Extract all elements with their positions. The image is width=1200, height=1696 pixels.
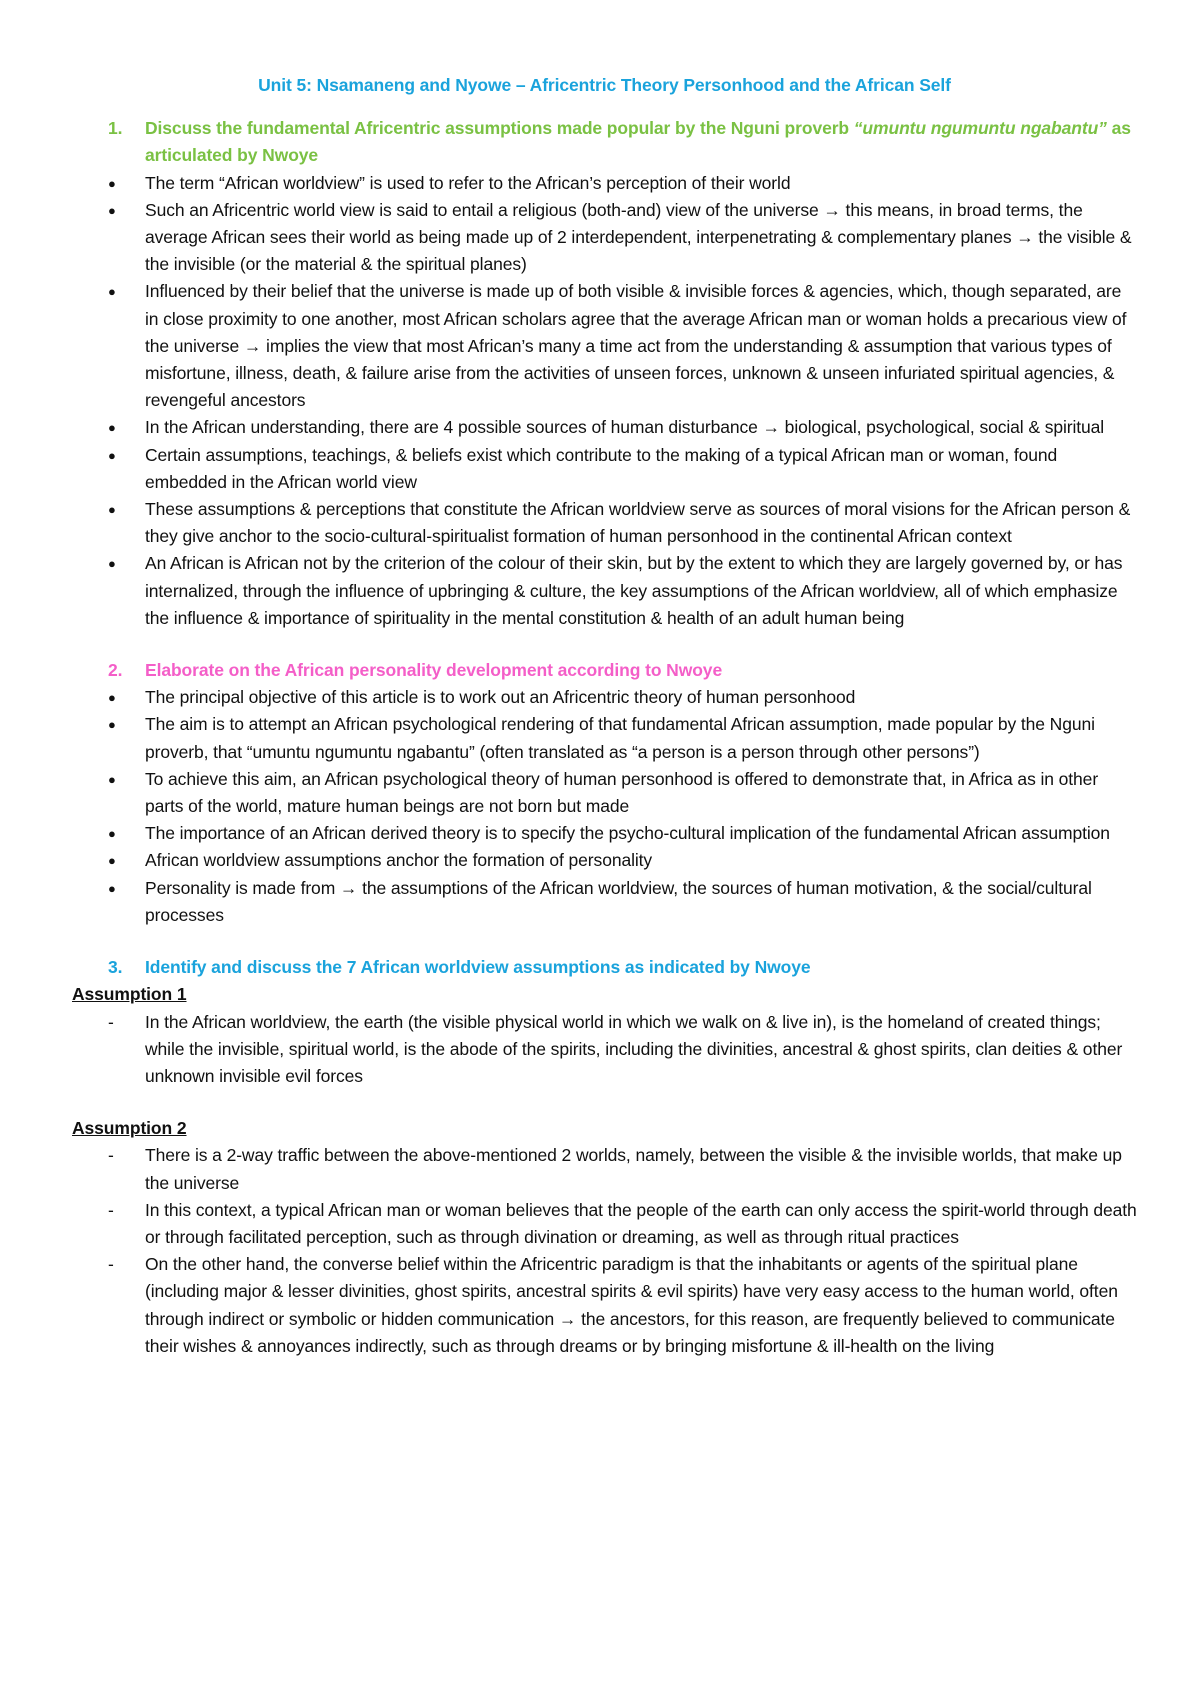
question-1-bullets [72, 170, 1137, 632]
question-2-text: Elaborate on the African personality development according to Nwoye [145, 660, 723, 681]
list-item [108, 711, 1137, 765]
assumption-1-heading: Assumption 1 [72, 984, 187, 1005]
bullet-icon: ● [108, 771, 116, 787]
question-2-bullets [72, 684, 1137, 929]
list-item-text: Such an Africentric world view is said to entail a religious (both-and) view of the universe → this means, in broad terms, the average African sees their world as being made up of 2 interdependent, interpenetrating & complementary planes → the visible & the invisible (or the material & the spiritual planes) [145, 199, 1132, 275]
list-item-text: Certain assumptions, teachings, & beliefs exist which contribute to the making of a typical African man or woman, found embedded in the African world view [145, 444, 1058, 492]
question-1-text [145, 115, 1137, 169]
list-item [108, 442, 1137, 496]
list-item [108, 278, 1137, 414]
question-3-number: 3. [108, 957, 123, 978]
list-item-text: Personality is made from → the assumptions of the African worldview, the sources of human motivation, & the social/cultural processes [145, 877, 1092, 925]
list-item [108, 766, 1137, 820]
list-item-text: Influenced by their belief that the universe is made up of both visible & invisible forces & agencies, which, though separated, are in close proximity to one another, most African scholars agree that the average African man or woman holds a precarious view of the universe → implies the view that most African’s many a time act from the understanding & assumption that various types of misfortune, illness, death, & failure arise from the activities of unseen forces, unknown & unseen infuriated spiritual agencies, & revengeful ancestors [145, 281, 1127, 411]
list-item [108, 197, 1137, 279]
bullet-icon: ● [108, 502, 116, 518]
list-item-text: In the African understanding, there are 4 possible sources of human disturbance → biological, psychological, social & spiritual [145, 417, 1105, 438]
list-item-text: The term “African worldview” is used to refer to the African’s perception of their world [145, 172, 791, 193]
list-item [108, 875, 1137, 929]
question-3-text: Identify and discuss the 7 African worldview assumptions as indicated by Nwoye [145, 957, 811, 978]
list-item-text: On the other hand, the converse belief within the Africentric paradigm is that the inhabitants or agents of the spiritual plane (including major & lesser divinities, ghost spirits, ancestral spirits & evil spirits) have very easy access to the human world, often through indirect or symbolic or hidden communication → the ancestors, for this reason, are frequently believed to communicate their wishes & annoyances indirectly, such as through dreams or by bringing misfortune & ill-health on the living [145, 1254, 1118, 1356]
bullet-icon: ● [108, 175, 116, 191]
list-item-text: The importance of an African derived theory is to specify the psycho-cultural implication of the fundamental African assumption [145, 823, 1110, 844]
question-1-heading [108, 115, 1137, 169]
bullet-icon: ● [108, 556, 116, 572]
list-item-text: An African is African not by the criterion of the colour of their skin, but by the extent to which they are largely governed by, or has internalized, through the influence of upbringing & culture, the key assumptions of the African worldview, all of which emphasize the influence & importance of spirituality in the mental constitution & health of an adult human being [145, 553, 1123, 628]
assumption-1-items [72, 1009, 1137, 1091]
question-3-heading [108, 954, 1137, 981]
list-item [108, 414, 1137, 441]
bullet-icon: ● [108, 826, 116, 842]
dash-marker: - [108, 1254, 114, 1275]
list-item [108, 1197, 1137, 1251]
spacer [72, 632, 1137, 657]
page-title: Unit 5: Nsamaneng and Nyowe – Africentric Theory Personhood and the African Self [258, 75, 951, 95]
bullet-icon: ● [108, 420, 116, 436]
question-1-text-after: as articulated by Nwoye [145, 118, 1131, 166]
list-item [108, 820, 1137, 847]
list-item-text: The principal objective of this article is to work out an Africentric theory of human personhood [145, 687, 856, 708]
dash-marker: - [108, 1011, 114, 1032]
list-item-text: In this context, a typical African man or woman believes that the people of the earth can only access the spirit-world through death or through facilitated perception, such as through divination or dreaming, as well as through ritual practices [145, 1199, 1137, 1247]
list-item [108, 684, 1137, 711]
list-item [108, 550, 1137, 632]
list-item-text: African worldview assumptions anchor the formation of personality [145, 850, 653, 871]
list-item [108, 1142, 1137, 1196]
bullet-icon: ● [108, 284, 116, 300]
question-2-heading [108, 657, 1137, 684]
bullet-icon: ● [108, 880, 116, 896]
list-item [108, 847, 1137, 874]
list-item [108, 170, 1137, 197]
question-1-text-before: Discuss the fundamental Africentric assumptions made popular by the Nguni proverb [145, 118, 854, 139]
list-item-text: These assumptions & perceptions that constitute the African worldview serve as sources of moral visions for the African person & they give anchor to the socio-cultural-spiritualist formation of human personhood in the continental African context [145, 499, 1131, 547]
bullet-icon: ● [108, 447, 116, 463]
list-item [108, 1251, 1137, 1360]
document-body [72, 72, 1137, 1360]
assumption-2-heading: Assumption 2 [72, 1118, 187, 1139]
bullet-icon: ● [108, 717, 116, 733]
list-item [108, 496, 1137, 550]
bullet-icon: ● [108, 202, 116, 218]
question-2-number: 2. [108, 660, 123, 681]
list-item [108, 1009, 1137, 1091]
list-item-text: To achieve this aim, an African psychological theory of human personhood is offered to demonstrate that, in Africa as in other parts of the world, mature human beings are not born but made [145, 768, 1099, 817]
dash-marker: - [108, 1145, 114, 1166]
list-item-text: In the African worldview, the earth (the visible physical world in which we walk on & live in), is the homeland of created things; while the invisible, spiritual world, is the abode of the spirits, including the divinities, ancestral & ghost spirits, clan deities & other unknown invisible evil forces [145, 1011, 1123, 1086]
bullet-icon: ● [108, 853, 116, 869]
question-1-proverb: “umuntu ngumuntu ngabantu” [853, 118, 1107, 139]
list-item-text: There is a 2-way traffic between the above-mentioned 2 worlds, namely, between the visible & the invisible worlds, that make up the universe [145, 1145, 1122, 1193]
question-1-number: 1. [108, 118, 123, 139]
assumption-2-items [72, 1142, 1137, 1360]
list-item-text: The aim is to attempt an African psychological rendering of that fundamental African assumption, made popular by the Nguni proverb, that “umuntu ngumuntu ngabantu” (often translated as “a person is a person through other persons”) [145, 714, 1095, 762]
spacer [72, 929, 1137, 954]
bullet-icon: ● [108, 690, 116, 706]
dash-marker: - [108, 1199, 114, 1220]
spacer [72, 1090, 1137, 1115]
